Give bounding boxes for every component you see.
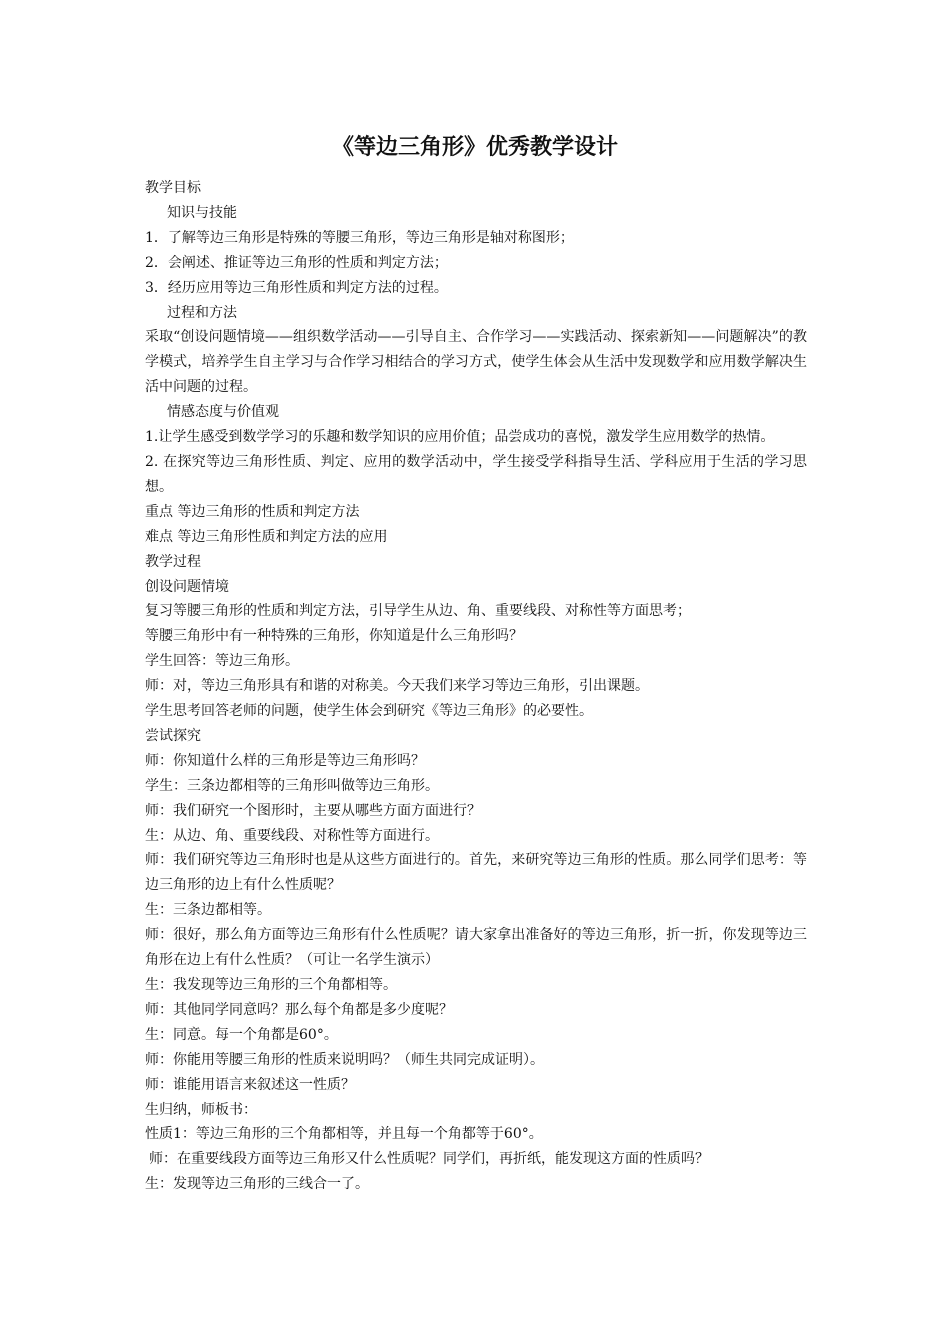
goal-item: 1.让学生感受到数学学习的乐趣和数学知识的应用价值；品尝成功的喜悦，激发学生应用数学的热情。 <box>145 429 775 446</box>
dialogue-line: 生归纳，师板书： <box>145 1101 257 1118</box>
dialogue-line: 生：我发现等边三角形的三个角都相等。 <box>145 977 397 993</box>
property-statement: 性质1：等边三角形的三个角都相等，并且每一个角都等于60°。 <box>145 1126 543 1143</box>
dialogue-line: 师：你能用等腰三角形的性质来说明吗？（师生共同完成证明）。 <box>145 1051 544 1068</box>
goal-item: 2．会阐述、推证等边三角形的性质和判定方法； <box>145 254 448 271</box>
dialogue-line: 师：你知道什么样的三角形是等边三角形吗？ <box>145 752 425 769</box>
dialogue-line: 师：谁能用语言来叙述这一性质？ <box>145 1076 355 1093</box>
dialogue-line: 师：其他同学同意吗？那么每个角都是多少度呢？ <box>145 1001 453 1018</box>
dialogue-line: 师：很好，那么角方面等边三角形有什么性质呢？请大家拿出准备好的等边三角形，折一折，你发现等边三角形在边上有什么性质？（可让一名学生演示） <box>145 927 807 969</box>
dialogue-line: 生：发现等边三角形的三线合一了。 <box>145 1176 369 1193</box>
dialogue-line: 学生：三条边都相等的三角形叫做等边三角形。 <box>145 777 439 794</box>
paragraph-teaching-mode: 采取“创设问题情境——组织数学活动——引导自主、合作学习——实践活动、探索新知——问题解决”的教学模式，培养学生自主学习与合作学习相结合的学习方式，使学生体会从生活中发现数学和应用数学解决生活中问题的过程。 <box>145 329 807 396</box>
paragraph: 复习等腰三角形的性质和判定方法，引导学生从边、角、重要线段、对称性等方面思考； <box>145 603 691 620</box>
difficult-point: 难点 等边三角形性质和判定方法的应用 <box>145 528 388 545</box>
dialogue-line: 师：在重要线段方面等边三角形又什么性质呢？同学们，再折纸，能发现这方面的性质吗？ <box>149 1151 709 1168</box>
subheading-process-method: 过程和方法 <box>167 304 237 321</box>
key-point: 重点 等边三角形的性质和判定方法 <box>145 503 360 520</box>
goal-item: 3．经历应用等边三角形性质和判定方法的过程。 <box>145 279 448 296</box>
heading-teaching-goals: 教学目标 <box>145 180 201 196</box>
heading-teaching-process: 教学过程 <box>145 553 201 570</box>
paragraph: 学生思考回答老师的问题，使学生体会到研究《等边三角形》的必要性。 <box>145 703 593 720</box>
goal-item: 1．了解等边三角形是特殊的等腰三角形，等边三角形是轴对称图形； <box>145 229 574 246</box>
dialogue-line: 师：我们研究一个图形时，主要从哪些方面方面进行？ <box>145 802 481 819</box>
document-title: 《等边三角形》优秀教学设计 <box>331 135 618 160</box>
dialogue-line: 生：从边、角、重要线段、对称性等方面进行。 <box>145 827 439 844</box>
goal-item: 2. 在探究等边三角形性质、判定、应用的数学活动中，学生接受学科指导生活、学科应用于生活的学习思想。 <box>145 453 807 495</box>
dialogue-line: 师：我们研究等边三角形时也是从这些方面进行的。首先，来研究等边三角形的性质。那么同学们思考：等边三角形的边上有什么性质呢？ <box>145 852 807 894</box>
subheading-emotion-values: 情感态度与价值观 <box>167 404 279 421</box>
document-body <box>145 176 807 1197</box>
dialogue-line: 学生回答：等边三角形。 <box>145 653 299 670</box>
dialogue-line: 生：三条边都相等。 <box>145 902 271 919</box>
heading-try-explore: 尝试探究 <box>145 727 201 744</box>
dialogue-line: 生：同意。每一个角都是60°。 <box>145 1026 338 1043</box>
dialogue-line: 师：对，等边三角形具有和谐的对称美。今天我们来学习等边三角形，引出课题。 <box>145 678 649 695</box>
paragraph: 等腰三角形中有一种特殊的三角形，你知道是什么三角形吗？ <box>145 628 523 645</box>
heading-create-situation: 创设问题情境 <box>145 578 229 595</box>
subheading-knowledge-skills: 知识与技能 <box>167 204 237 221</box>
